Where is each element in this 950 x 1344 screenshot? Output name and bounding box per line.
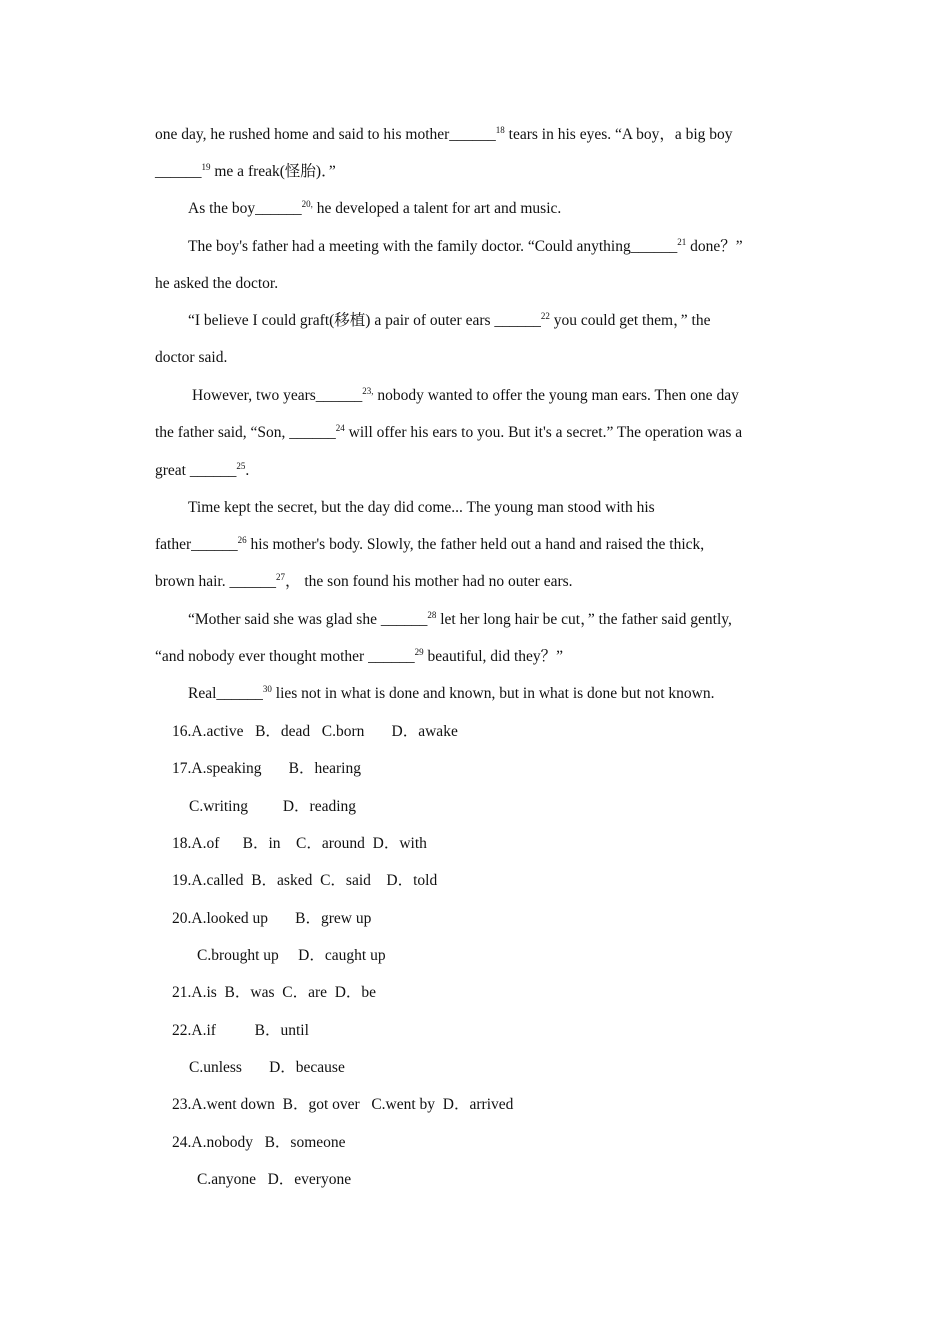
passage-line bbox=[155, 572, 573, 593]
blank-number: 22 bbox=[540, 311, 550, 321]
line-text: he asked the doctor. bbox=[155, 275, 279, 292]
passage-line bbox=[188, 684, 714, 705]
line-text: “I believe I could graft(移植) a pair of outer ears ______ bbox=[188, 312, 541, 329]
blank-number: 24 bbox=[335, 423, 345, 433]
option-line: 20.A.looked up B．grew up bbox=[172, 910, 372, 927]
option-line: C.unless D．because bbox=[189, 1059, 345, 1076]
option-line: 16.A.active B．dead C.born D．awake bbox=[172, 723, 458, 740]
line-text: the father said, “Son, ______ bbox=[155, 424, 336, 441]
line-text: me a freak(怪胎)．” bbox=[210, 163, 336, 180]
option-line: 22.A.if B．until bbox=[172, 1022, 309, 1039]
line-text: will offer his ears to you. But it's a secret.” The operation was a bbox=[344, 424, 743, 441]
passage-line bbox=[155, 274, 278, 294]
option-line: C.brought up D．caught up bbox=[197, 947, 386, 964]
line-text: ， the son found his mother had no outer ears. bbox=[284, 573, 573, 590]
blank-number: 23, bbox=[362, 386, 374, 396]
passage-line bbox=[155, 461, 249, 482]
blank-number: 26 bbox=[237, 535, 247, 545]
line-text: father______ bbox=[155, 536, 238, 553]
blank-number: 18 bbox=[495, 125, 505, 135]
passage-line bbox=[155, 647, 563, 668]
option-line: C.writing D．reading bbox=[189, 798, 357, 815]
passage-line bbox=[188, 610, 732, 631]
option-line: 21.A.is B．was C．are D．be bbox=[172, 984, 377, 1001]
option-line: 19.A.called B．asked C．said D．told bbox=[172, 872, 438, 889]
line-text: his mother's body. Slowly, the father held out a hand and raised the thick, bbox=[246, 536, 705, 553]
line-text: brown hair. ______ bbox=[155, 573, 276, 590]
option-line: C.anyone D．everyone bbox=[197, 1171, 352, 1188]
option-line: 18.A.of B．in C．around D．with bbox=[172, 835, 427, 852]
line-text: you could get them，” the bbox=[549, 312, 711, 329]
blank-number: 20, bbox=[301, 199, 313, 209]
line-text: “Mother said she was glad she ______ bbox=[188, 611, 428, 628]
line-text: tears in his eyes. “A boy，a big boy bbox=[504, 126, 733, 143]
passage-line bbox=[155, 423, 742, 444]
passage-line bbox=[188, 311, 710, 332]
passage-line bbox=[192, 386, 739, 407]
line-text: let her long hair be cut，” the father said gently, bbox=[436, 611, 732, 628]
line-text: However, two years______ bbox=[192, 387, 363, 404]
passage-line bbox=[155, 162, 336, 183]
line-text: doctor said. bbox=[155, 349, 228, 366]
line-text: As the boy______ bbox=[188, 200, 302, 217]
passage-line bbox=[155, 535, 704, 556]
blank-number: 19 bbox=[201, 162, 211, 172]
blank-number: 29 bbox=[414, 647, 424, 657]
line-text: one day, he rushed home and said to his mother______ bbox=[155, 126, 496, 143]
line-text: lies not in what is done and known, but in what is done but not known. bbox=[271, 685, 715, 702]
line-text: The boy's father had a meeting with the family doctor. “Could anything______ bbox=[188, 238, 678, 255]
passage-line bbox=[188, 199, 561, 220]
passage-line bbox=[188, 237, 743, 258]
line-text: nobody wanted to offer the young man ears. Then one day bbox=[373, 387, 739, 404]
line-text: ______ bbox=[155, 163, 202, 180]
line-text: done？” bbox=[686, 238, 743, 255]
passage-line bbox=[155, 125, 733, 146]
line-text: beautiful, did they？” bbox=[423, 648, 564, 665]
passage-line bbox=[188, 498, 655, 518]
option-line: 24.A.nobody B．someone bbox=[172, 1134, 346, 1151]
line-text: Time kept the secret, but the day did come... The young man stood with his bbox=[188, 499, 655, 516]
line-text: Real______ bbox=[188, 685, 263, 702]
line-text: “and nobody ever thought mother ______ bbox=[155, 648, 415, 665]
blank-number: 21 bbox=[677, 237, 687, 247]
option-line: 17.A.speaking B．hearing bbox=[172, 760, 361, 777]
passage-line bbox=[155, 348, 227, 368]
line-text: great ______ bbox=[155, 462, 237, 479]
blank-number: 30 bbox=[262, 684, 272, 694]
blank-number: 27 bbox=[275, 572, 285, 582]
option-line: 23.A.went down B．got over C.went by D．arrived bbox=[172, 1096, 514, 1113]
blank-number: 28 bbox=[427, 610, 437, 620]
line-text: . bbox=[245, 462, 250, 479]
line-text: he developed a talent for art and music. bbox=[312, 200, 562, 217]
blank-number: 25 bbox=[236, 461, 246, 471]
